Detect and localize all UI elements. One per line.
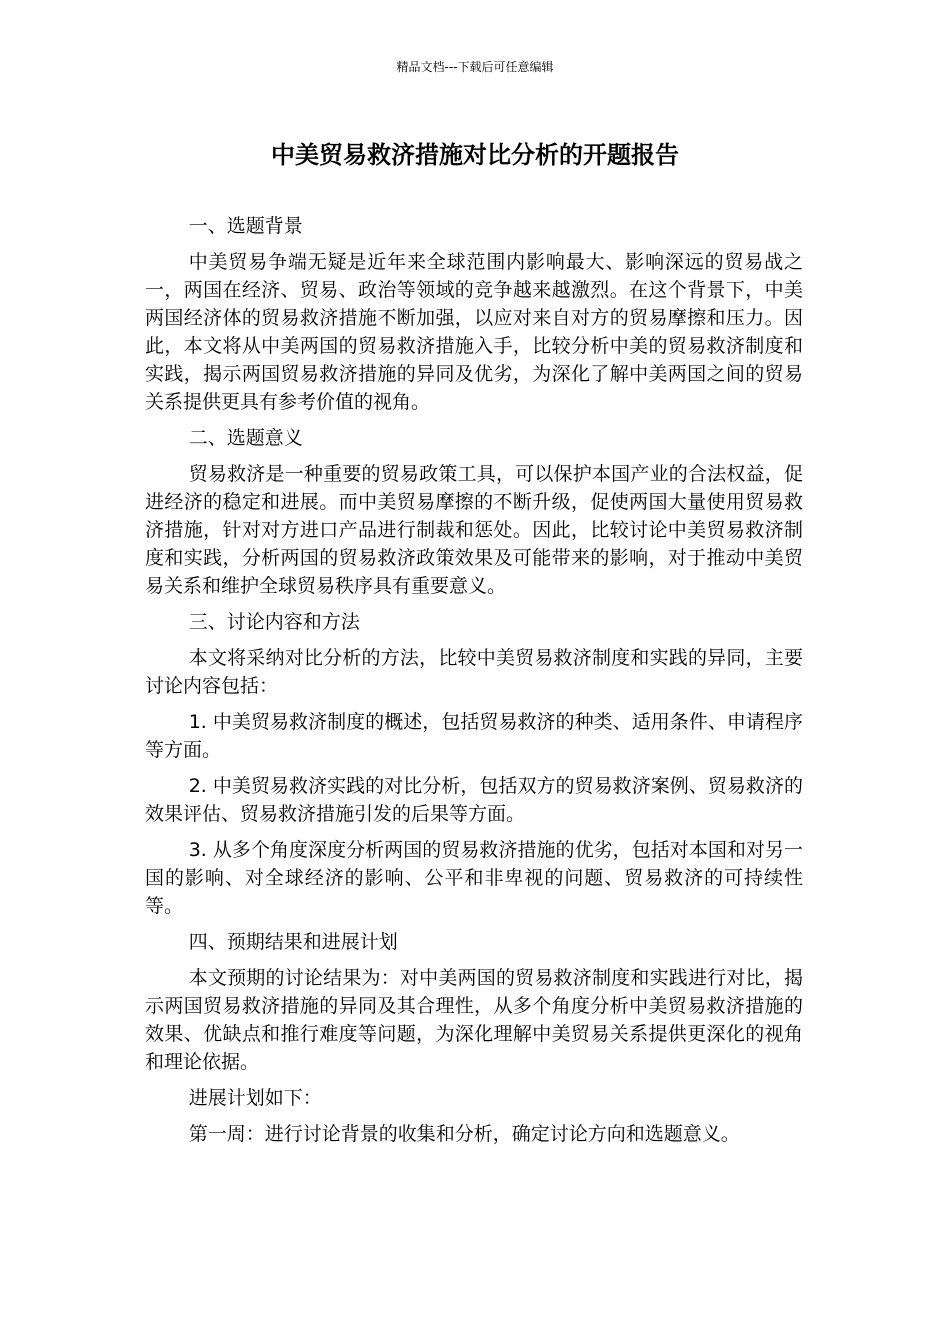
- section-heading-content-method: 三、讨论内容和方法: [188, 611, 360, 633]
- paragraph-expected-results: 本文预期的讨论结果为：对中美两国的贸易救济制度和实践进行对比，揭示两国贸易救济措施的异同及其合理性，从多个角度分析中美贸易救济措施的效果、优缺点和推行难度等问题，为深化理解中美贸易关系提供更深化的视角和理论依据。: [145, 967, 803, 1073]
- section-heading-background: 一、选题背景: [188, 215, 303, 237]
- paragraph-week-one: 第一周：进行讨论背景的收集和分析，确定讨论方向和选题意义。: [188, 1123, 740, 1145]
- section-heading-expected-results: 四、预期结果和进展计划: [188, 931, 398, 953]
- list-item-1: 1. 中美贸易救济制度的概述，包括贸易救济的种类、适用条件、申请程序等方面。: [145, 711, 803, 761]
- paragraph-method-intro: 本文将采纳对比分析的方法，比较中美贸易救济制度和实践的异同，主要讨论内容包括：: [145, 647, 803, 697]
- list-item-2: 2. 中美贸易救济实践的对比分析，包括双方的贸易救济案例、贸易救济的效果评估、贸易救济措施引发的后果等方面。: [145, 775, 803, 825]
- paragraph-plan-intro: 进展计划如下：: [188, 1087, 322, 1109]
- section-heading-significance: 二、选题意义: [188, 427, 303, 449]
- list-item-3: 3. 从多个角度深度分析两国的贸易救济措施的优劣，包括对本国和对另一国的影响、对全球经济的影响、公平和非卑视的问题、贸易救济的可持续性等。: [145, 839, 803, 917]
- document-body: [145, 212, 803, 1156]
- document-title: 中美贸易救济措施对比分析的开题报告: [271, 141, 679, 169]
- paragraph-significance: 贸易救济是一种重要的贸易政策工具，可以保护本国产业的合法权益，促进经济的稳定和进展。而中美贸易摩擦的不断升级，促使两国大量使用贸易救济措施，针对对方进口产品进行制裁和惩处。因此，比较讨论中美贸易救济制度和实践，分析两国的贸易救济政策效果及可能带来的影响，对于推动中美贸易关系和维护全球贸易秩序具有重要意义。: [145, 463, 803, 597]
- paragraph-background: 中美贸易争端无疑是近年来全球范围内影响最大、影响深远的贸易战之一，两国在经济、贸易、政治等领域的竞争越来越激烈。在这个背景下，中美两国经济体的贸易救济措施不断加强，以应对来自对方的贸易摩擦和压力。因此，本文将从中美两国的贸易救济措施入手，比较分析中美的贸易救济制度和实践，揭示两国贸易救济措施的异同及优劣，为深化了解中美两国之间的贸易关系提供更具有参考价值的视角。: [145, 251, 803, 413]
- page-header: 精品文档---下载后可任意编辑: [396, 60, 554, 74]
